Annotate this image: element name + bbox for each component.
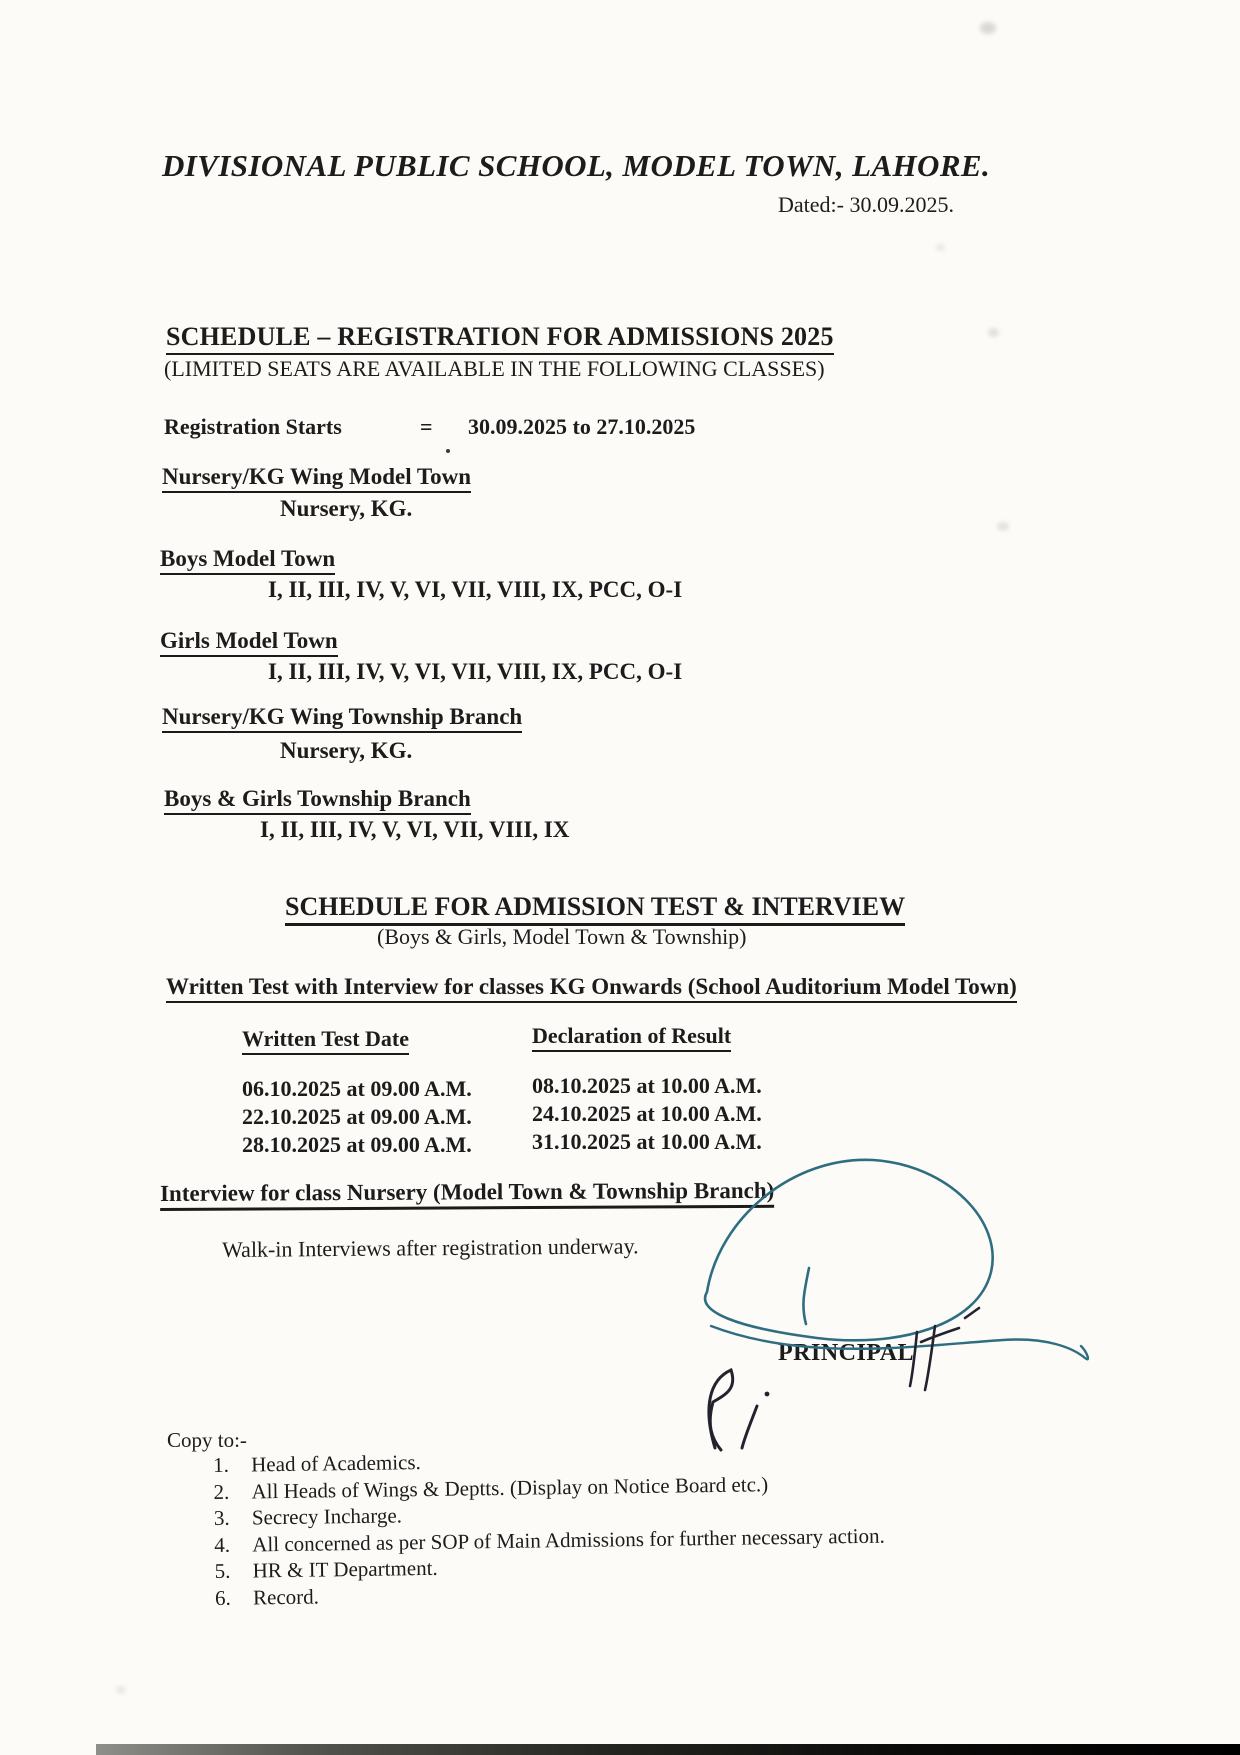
section-heading-nursery-kg-model-town bbox=[162, 464, 471, 493]
signature-loop bbox=[705, 1160, 993, 1341]
table-cell-test-date: 06.10.2025 at 09.00 A.M. bbox=[242, 1076, 472, 1101]
scan-smudge bbox=[936, 244, 945, 251]
written-test-heading bbox=[166, 974, 1017, 1003]
table-cell-result-date: 31.10.2025 at 10.00 A.M. bbox=[532, 1129, 762, 1154]
copy-item-text: HR & IT Department. bbox=[252, 1555, 438, 1583]
section-classes: I, II, III, IV, V, VI, VII, VIII, IX, PCC, O-I bbox=[268, 659, 683, 684]
section-heading-text: Nursery/KG Wing Model Town bbox=[162, 464, 471, 493]
registration-label: Registration Starts bbox=[164, 414, 342, 439]
section-heading-boys-model-town bbox=[160, 546, 335, 575]
schedule-registration-heading bbox=[166, 322, 834, 355]
section-classes: I, II, III, IV, V, VI, VII, VIII, IX bbox=[260, 817, 570, 842]
section-heading-text: Girls Model Town bbox=[160, 628, 338, 657]
walk-in-note: Walk-in Interviews after registration underway. bbox=[222, 1233, 639, 1262]
scan-smudge bbox=[997, 522, 1009, 531]
copy-to-list bbox=[213, 1440, 1115, 1612]
registration-row bbox=[0, 414, 1240, 444]
section-heading-boys-girls-township bbox=[164, 786, 471, 815]
copy-to-label: Copy to:- bbox=[167, 1428, 247, 1452]
test-interview-heading bbox=[285, 892, 905, 926]
table-cell-test-date: 22.10.2025 at 09.00 A.M. bbox=[242, 1104, 472, 1129]
section-classes: I, II, III, IV, V, VI, VII, VIII, IX, PCC, O-I bbox=[268, 577, 683, 602]
scan-smudge bbox=[988, 328, 999, 337]
registration-dates: 30.09.2025 to 27.10.2025 bbox=[468, 414, 696, 439]
nursery-interview-heading-text: Interview for class Nursery (Model Town & Township Branch) bbox=[160, 1178, 774, 1211]
section-heading-text: Boys Model Town bbox=[160, 546, 335, 575]
copy-item-number: 3. bbox=[213, 1505, 230, 1530]
copy-item-number: 1. bbox=[213, 1452, 230, 1477]
test-interview-subtitle: (Boys & Girls, Model Town & Township) bbox=[377, 924, 747, 949]
copy-item-text: Secrecy Incharge. bbox=[251, 1503, 403, 1530]
section-heading-girls-model-town bbox=[160, 628, 338, 657]
signature-inner-stroke bbox=[803, 1268, 809, 1324]
signature-scribble bbox=[709, 1370, 757, 1450]
signature-dark-marks bbox=[910, 1308, 979, 1390]
section-heading-text: Boys & Girls Township Branch bbox=[164, 786, 471, 815]
copy-item-text: Head of Academics. bbox=[250, 1450, 422, 1477]
copy-item-number: 2. bbox=[213, 1479, 230, 1504]
section-heading-text: Nursery/KG Wing Township Branch bbox=[162, 704, 522, 733]
scan-edge-bar bbox=[96, 1744, 1240, 1755]
principal-label: PRINCIPAL bbox=[778, 1340, 915, 1366]
column-header-text: Declaration of Result bbox=[532, 1023, 731, 1052]
table-cell-result-date: 24.10.2025 at 10.00 A.M. bbox=[532, 1101, 762, 1126]
limited-seats-note: (LIMITED SEATS ARE AVAILABLE IN THE FOLLOWING CLASSES) bbox=[164, 356, 825, 381]
column-header-text: Written Test Date bbox=[242, 1026, 409, 1055]
copy-item-number: 6. bbox=[214, 1585, 231, 1610]
section-heading-nursery-kg-township bbox=[162, 704, 522, 733]
copy-item-text: Record. bbox=[252, 1584, 320, 1609]
column-header-declaration-of-result bbox=[532, 1023, 731, 1052]
column-header-written-test-date bbox=[242, 1026, 409, 1055]
table-cell-test-date: 28.10.2025 at 09.00 A.M. bbox=[242, 1132, 472, 1157]
signature-ink-dot bbox=[765, 1392, 770, 1397]
test-interview-heading-text: SCHEDULE FOR ADMISSION TEST & INTERVIEW bbox=[285, 892, 905, 926]
written-test-heading-text: Written Test with Interview for classes KG Onwards (School Auditorium Model Town) bbox=[166, 974, 1017, 1003]
section-classes: Nursery, KG. bbox=[280, 738, 413, 763]
schedule-registration-heading-text: SCHEDULE – REGISTRATION FOR ADMISSIONS 2025 bbox=[166, 322, 834, 355]
table-cell-result-date: 08.10.2025 at 10.00 A.M. bbox=[532, 1073, 762, 1098]
principal-signature-ink bbox=[615, 1140, 1115, 1480]
scan-smudge bbox=[980, 22, 996, 34]
stray-ink-dot bbox=[446, 449, 450, 453]
scan-smudge bbox=[116, 1686, 126, 1694]
section-classes: Nursery, KG. bbox=[280, 496, 413, 521]
copy-item-number: 4. bbox=[214, 1532, 231, 1557]
copy-item-number: 5. bbox=[214, 1558, 231, 1583]
registration-equals: = bbox=[420, 414, 433, 439]
copy-item-text: All concerned as per SOP of Main Admissions for further necessary action. bbox=[252, 1523, 885, 1556]
school-name: DIVISIONAL PUBLIC SCHOOL, MODEL TOWN, LAHORE. bbox=[162, 148, 991, 183]
dated-line: Dated:- 30.09.2025. bbox=[778, 192, 954, 217]
copy-item-text: All Heads of Wings & Deptts. (Display on Notice Board etc.) bbox=[251, 1471, 769, 1503]
